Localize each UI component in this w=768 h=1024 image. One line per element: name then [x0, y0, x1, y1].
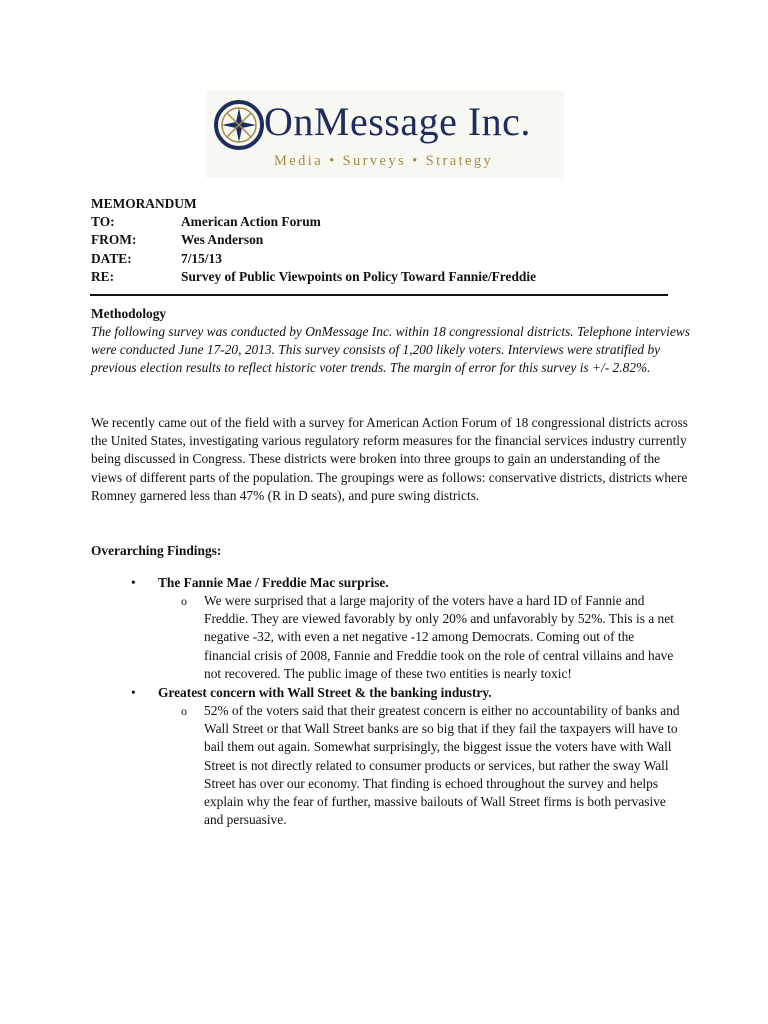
compass-icon: [212, 96, 270, 154]
memo-header: [91, 195, 536, 286]
memo-row-to: [91, 213, 536, 231]
bullet-marker: •: [131, 575, 136, 590]
logo-wordmark: OnMessage Inc.: [264, 99, 531, 144]
memo-row-re: [91, 268, 536, 286]
memo-heading: MEMORANDUM: [91, 196, 197, 211]
memo-value: American Action Forum: [181, 214, 321, 230]
finding-detail: 52% of the voters said that their greatest concern is either no accountability of banks and Wall Street or that Wall Street banks are so big that if they fail the taxpayers will have to bail them out again. Somewhat surprisingly, the biggest issue the voters have with Wall Street is not directly related to consumer products or services, but rather the sway Wall Street has over our economy. That finding is echoed throughout the survey and helps explain why the fear of further, massive bailouts of Wall Street firms is both pervasive and persuasive.: [204, 703, 680, 828]
finding-detail: We were surprised that a large majority of the voters have a hard ID of Fannie and Freddie. They are viewed favorably by only 20% and unfavorably by 52%. This is a net negative -32, with even a net negative -12 among Democrats. Coming out of the financial crisis of 2008, Fannie and Freddie took on the role of central villains and have not recovered. The public image of these two entities is nearly toxic!: [204, 593, 674, 681]
memo-row-from: [91, 231, 536, 249]
memo-key: FROM:: [91, 232, 137, 248]
bullet-marker: •: [131, 685, 136, 700]
logo-tagline: Media • Surveys • Strategy: [274, 153, 494, 169]
intro-paragraph: We recently came out of the field with a survey for American Action Forum of 18 congressional districts across the United States, investigating various regulatory reform measures for the financial services industry currently being discussed in Congress. These districts were broken into three groups to gain an understanding of the views of different parts of the population. The groupings were as follows: conservative districts, districts where Romney garnered less than 47% (R in D seats), and pure swing districts.: [91, 415, 688, 503]
finding-title: The Fannie Mae / Freddie Mac surprise.: [158, 575, 389, 590]
sub-bullet-marker: o: [181, 704, 187, 718]
memo-value: Wes Anderson: [181, 232, 264, 248]
memo-key: RE:: [91, 268, 115, 284]
memo-key: DATE:: [91, 250, 132, 266]
findings-heading: Overarching Findings:: [91, 543, 222, 558]
header-divider: [90, 294, 668, 296]
finding-title: Greatest concern with Wall Street & the banking industry.: [158, 685, 492, 700]
methodology-heading: Methodology: [91, 306, 167, 321]
memo-row-date: [91, 250, 536, 268]
memo-value: Survey of Public Viewpoints on Policy Toward Fannie/Freddie: [181, 268, 537, 284]
sub-bullet-marker: o: [181, 594, 187, 608]
methodology-text: The following survey was conducted by OnMessage Inc. within 18 congressional districts. Telephone interviews were conducted June 17-20, 2013. This survey consists of 1,200 likely voters. Interviews were stratified by previous election results to reflect historic voter trends. The margin of error for this survey is +/- 2.82%.: [91, 324, 690, 376]
onmessage-logo: [206, 90, 564, 178]
memo-value: 7/15/13: [181, 250, 222, 266]
memo-key: TO:: [91, 214, 115, 230]
